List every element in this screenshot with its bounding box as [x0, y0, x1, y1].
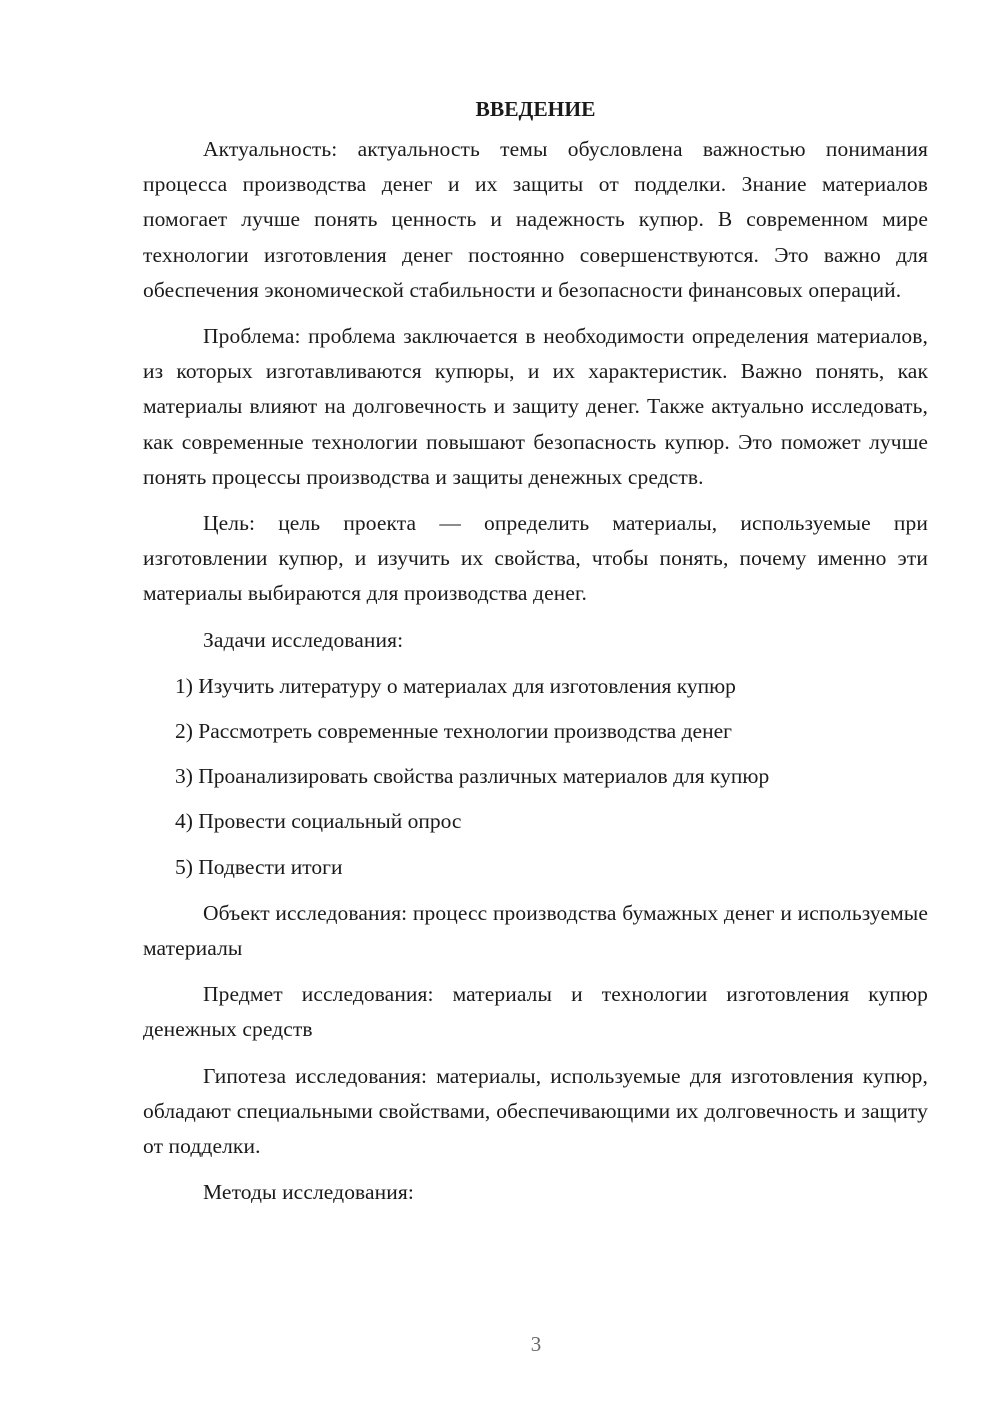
paragraph-subject: Предмет исследования: материалы и технологии изготовления купюр денежных средств [143, 982, 928, 1042]
list-item: 5) Подвести итоги [175, 854, 343, 879]
list-item: 2) Рассмотреть современные технологии производства денег [175, 719, 732, 744]
paragraph-goal: Цель: цель проекта — определить материалы, используемые при изготовлении купюр, и изучить их свойства, чтобы понять, почему именно эти материалы выбираются для производства денег. [143, 511, 928, 606]
tasks-list [143, 669, 928, 885]
paragraph-methods-heading: Методы исследования: [203, 1180, 414, 1205]
list-item: 4) Провести социальный опрос [175, 809, 462, 834]
paragraph-problem: Проблема: проблема заключается в необходимости определения материалов, из которых изготавливаются купюры, и их характеристик. Важно понять, как материалы влияют на долговечность и защиту денег. Также актуально исследовать, как современные технологии повышают безопасность купюр. Это поможет лучше понять процессы производства и защиты денежных средств. [143, 324, 928, 489]
paragraph-tasks-heading: Задачи исследования: [203, 627, 404, 652]
list-item: 3) Проанализировать свойства различных материалов для купюр [175, 764, 770, 789]
page-number: 3 [530, 1332, 542, 1356]
paragraph-object: Объект исследования: процесс производства бумажных денег и используемые материалы [143, 900, 928, 961]
document-page [143, 92, 928, 1221]
paragraph-relevance: Актуальность: актуальность темы обусловлена важностью понимания процесса производства денег и их защиты от подделки. Знание материалов помогает лучше понять ценность и надежность купюр. В современном мире технологии изготовления денег постоянно совершенствуются. Это важно для обеспечения экономической стабильности и безопасности финансовых операций. [143, 137, 928, 302]
list-item: 1) Изучить литературу о материалах для изготовления купюр [175, 673, 736, 698]
page-title: ВВЕДЕНИЕ [475, 97, 596, 121]
paragraph-hypothesis: Гипотеза исследования: материалы, используемые для изготовления купюр, обладают специальными свойствами, обеспечивающими их долговечность и защиту от подделки. [143, 1063, 928, 1159]
